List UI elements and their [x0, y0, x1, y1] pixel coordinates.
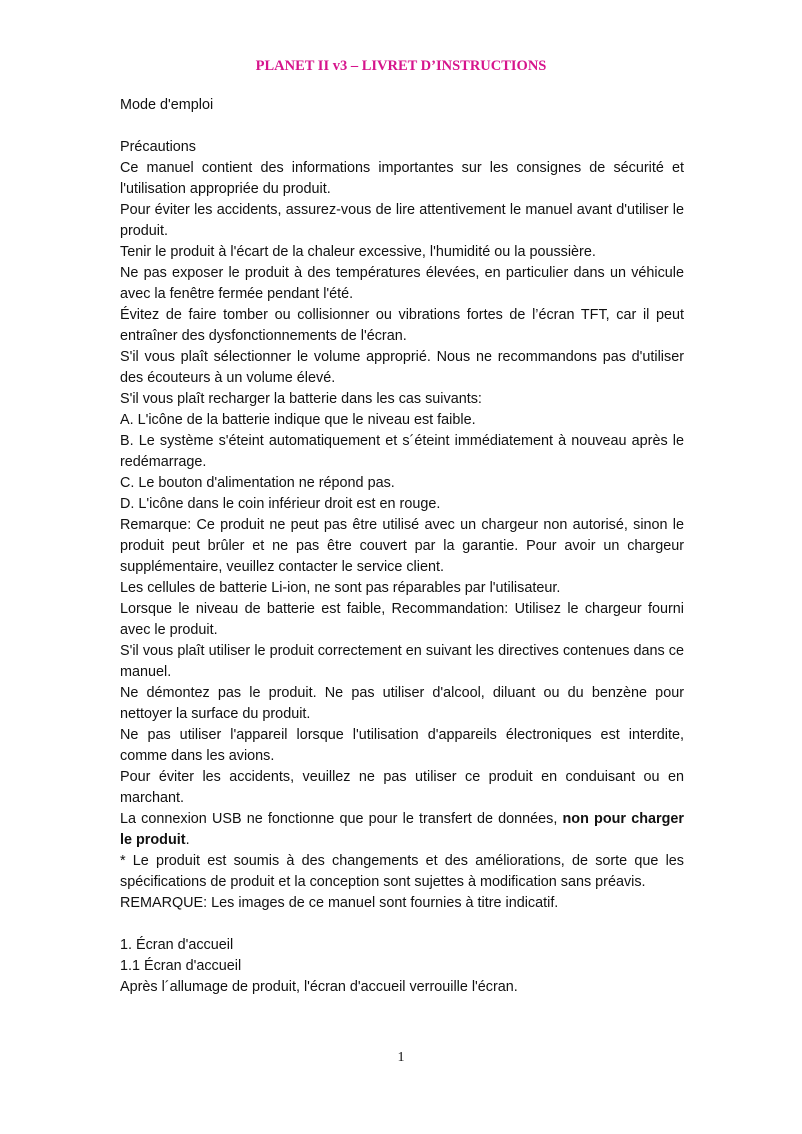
page-number: 1	[397, 1050, 405, 1065]
instructions-heading: Mode d'emploi	[120, 97, 214, 113]
paragraph: Pour éviter les accidents, assurez-vous de lire attentivement le manuel avant d'utiliser le produit.	[120, 202, 684, 239]
spacer	[120, 116, 684, 137]
paragraph: Les cellules de batterie Li-ion, ne sont pas réparables par l'utilisateur.	[120, 580, 561, 596]
spacer	[120, 914, 684, 935]
paragraph: Ce manuel contient des informations importantes sur les consignes de sécurité et l'utilisation appropriée du produit.	[120, 160, 684, 197]
precautions-heading: Précautions	[120, 139, 196, 155]
usb-text-end: .	[185, 832, 190, 848]
paragraph: S'il vous plaît recharger la batterie dans les cas suivants:	[120, 391, 482, 407]
paragraph: Remarque: Ce produit ne peut pas être utilisé avec un chargeur non autorisé, sinon le produit peut brûler et ne pas être couvert par la garantie. Pour avoir un chargeur supplémentaire, veuillez contacter le service client.	[120, 517, 684, 575]
paragraph: Ne pas utiliser l'appareil lorsque l'utilisation d'appareils électroniques est interdite, comme dans les avions.	[120, 727, 684, 764]
usb-paragraph	[120, 809, 684, 851]
section-heading: 1. Écran d'accueil	[120, 937, 234, 953]
subsection-heading: 1.1 Écran d'accueil	[120, 958, 242, 974]
paragraph: Évitez de faire tomber ou collisionner ou vibrations fortes de l’écran TFT, car il peut entraîner des dysfonctionnements de l'écran.	[120, 307, 684, 344]
paragraph: Ne pas exposer le produit à des températures élevées, en particulier dans un véhicule avec la fenêtre fermée pendant l'été.	[120, 265, 684, 302]
paragraph: C. Le bouton d'alimentation ne répond pas.	[120, 475, 395, 491]
paragraph: S'il vous plaît utiliser le produit correctement en suivant les directives contenues dans ce manuel.	[120, 643, 684, 680]
changes-note: * Le produit est soumis à des changements et des améliorations, de sorte que les spécifications de produit et la conception sont sujettes à modification sans préavis.	[120, 853, 684, 890]
paragraph: B. Le système s'éteint automatiquement et s´éteint immédiatement à nouveau après le redémarrage.	[120, 433, 684, 470]
paragraph: A. L'icône de la batterie indique que le niveau est faible.	[120, 412, 476, 428]
images-note: REMARQUE: Les images de ce manuel sont fournies à titre indicatif.	[120, 895, 559, 911]
document-title: PLANET II v3 – LIVRET D’INSTRUCTIONS	[255, 58, 547, 74]
paragraph: D. L'icône dans le coin inférieur droit est en rouge.	[120, 496, 441, 512]
paragraph: Lorsque le niveau de batterie est faible, Recommandation: Utilisez le chargeur fourni avec le produit.	[120, 601, 684, 638]
usb-bold-text: non pour charger le produit	[120, 811, 684, 848]
document-body	[120, 95, 684, 998]
paragraph: Pour éviter les accidents, veuillez ne pas utiliser ce produit en conduisant ou en marchant.	[120, 769, 684, 806]
paragraph: Ne démontez pas le produit. Ne pas utiliser d'alcool, diluant ou du benzène pour nettoyer la surface du produit.	[120, 685, 684, 722]
paragraph: Tenir le produit à l'écart de la chaleur excessive, l'humidité ou la poussière.	[120, 244, 596, 260]
paragraph: S'il vous plaît sélectionner le volume approprié. Nous ne recommandons pas d'utiliser des écouteurs à un volume élevé.	[120, 349, 684, 386]
paragraph: Après l´allumage de produit, l'écran d'accueil verrouille l'écran.	[120, 979, 518, 995]
usb-text: La connexion USB ne fonctionne que pour le transfert de données,	[120, 811, 563, 827]
